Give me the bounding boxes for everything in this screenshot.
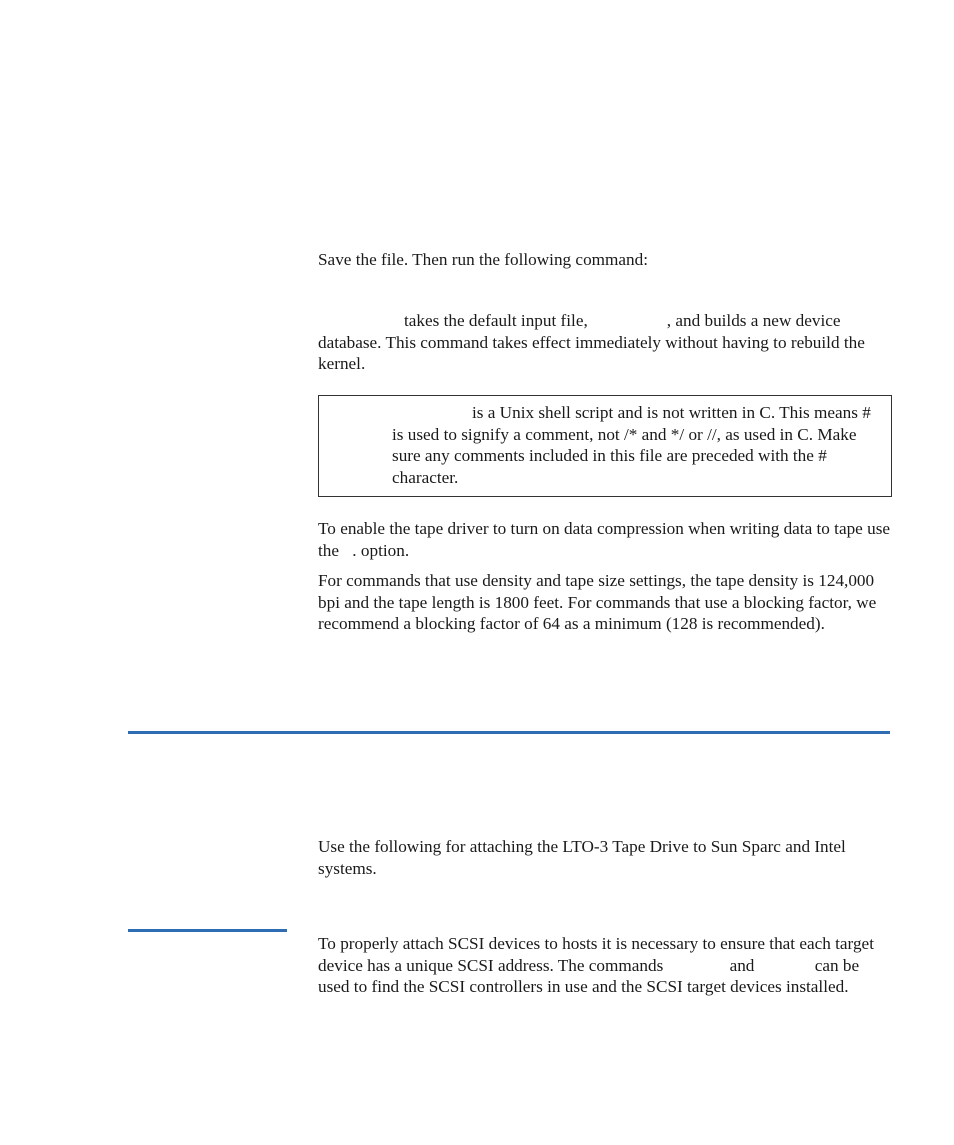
attach-intro-paragraph: Use the following for attaching the LTO-3 Tape Drive to Sun Sparc and Intel systems. (318, 837, 846, 878)
save-file-paragraph: Save the file. Then run the following command: (318, 250, 648, 269)
subsection-divider-rule (128, 929, 287, 932)
compression-text-part2: . option. (352, 540, 410, 560)
compression-paragraph (318, 518, 890, 561)
scsi-text-part2: and (729, 955, 755, 975)
scsi-address-paragraph (318, 933, 890, 998)
section-divider-rule (128, 731, 890, 734)
note-text (392, 402, 882, 488)
note-line1: is a Unix shell script and is not written in C. This (472, 403, 810, 422)
scsi-text-part1: To properly attach SCSI devices to hosts it is necessary to ensure that each target device has a unique SCSI address. The commands (318, 934, 874, 975)
builds-database-paragraph (318, 310, 890, 375)
note-box (318, 395, 892, 497)
density-paragraph: For commands that use density and tape size settings, the tape density is 124,000 bpi and the tape length is 1800 feet. For commands that use a blocking factor, we recommend a blocking factor of 64 as a minimum (128 is recommended). (318, 571, 877, 633)
builds-text-part2: , and builds a new device (666, 311, 841, 330)
scsi-text-part3: can be used to find the SCSI controllers in use and the SCSI target devices installed. (318, 955, 860, 996)
builds-text-part1: takes the default input file, (404, 311, 588, 330)
builds-text-rest: database. This command takes effect immediately without having to rebuild the kernel. (318, 332, 865, 373)
note-text-rest: means # is used to signify a comment, not /* and */ or //, as used in C. Make sure any comments included in this file are preceded with the # character. (392, 403, 871, 487)
compression-text-part1: To enable the tape driver to turn on data compression when writing data to tape use the (318, 519, 891, 560)
